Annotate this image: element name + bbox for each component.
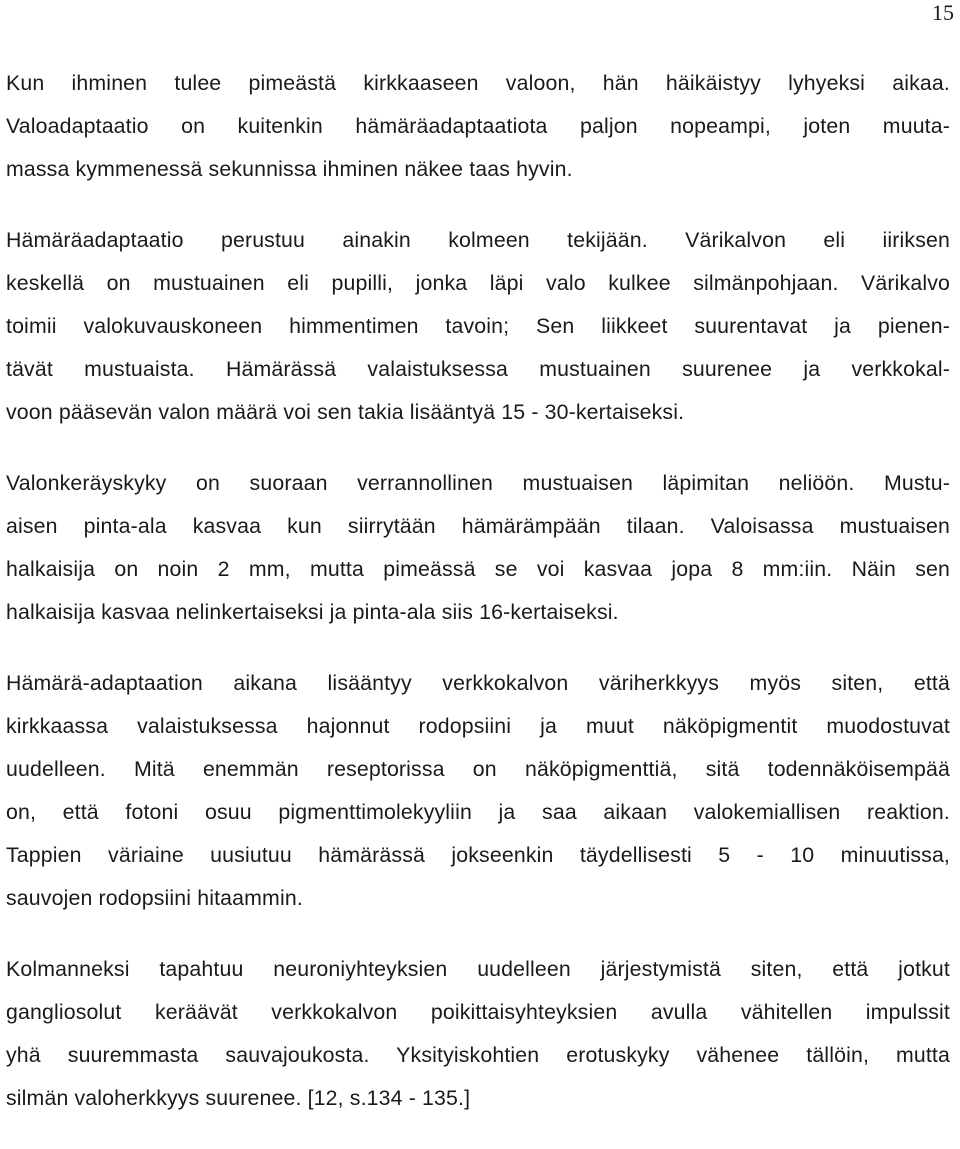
paragraph-light-adaptation xyxy=(6,62,950,191)
text-line: Kun ihminen tulee pimeästä kirkkaaseen valoon, hän häikäistyy lyhyeksi aikaa. xyxy=(6,71,950,95)
text-line: aisen pinta-ala kasvaa kun siirrytään hämärämpään tilaan. Valoisassa mustuaisen xyxy=(6,514,950,538)
text-line: sauvojen rodopsiini hitaammin. xyxy=(6,886,303,910)
paragraph-neuron-connections xyxy=(6,948,950,1120)
text-line: kirkkaassa valaistuksessa hajonnut rodopsiini ja muut näköpigmentit muodostuvat xyxy=(6,714,950,738)
text-line: halkaisija on noin 2 mm, mutta pimeässä se voi kasvaa jopa 8 mm:iin. Näin sen xyxy=(6,557,950,581)
text-line: Valoadaptaatio on kuitenkin hämäräadaptaatiota paljon nopeampi, joten muuta- xyxy=(6,114,950,138)
text-line: uudelleen. Mitä enemmän reseptorissa on näköpigmenttiä, sitä todennäköisempää xyxy=(6,757,950,781)
paragraph-spacer xyxy=(6,634,950,662)
document-body xyxy=(6,62,950,1120)
paragraph-spacer xyxy=(6,434,950,462)
text-line: voon pääsevän valon määrä voi sen takia lisääntyä 15 - 30-kertaiseksi. xyxy=(6,400,685,424)
paragraph-light-gathering xyxy=(6,462,950,634)
paragraph-dark-adaptation-factors xyxy=(6,219,950,434)
text-line: gangliosolut keräävät verkkokalvon poikittaisyhteyksien avulla vähitellen impulssit xyxy=(6,1000,950,1024)
page-number: 15 xyxy=(932,0,954,25)
text-line: silmän valoherkkyys suurenee. [12, s.134 - 135.] xyxy=(6,1086,471,1110)
text-line: tävät mustuaista. Hämärässä valaistuksessa mustuainen suurenee ja verkkokal- xyxy=(6,357,950,381)
text-line: Valonkeräyskyky on suoraan verrannollinen mustuaisen läpimitan neliöön. Mustu- xyxy=(6,471,950,495)
text-line: Tappien väriaine uusiutuu hämärässä jokseenkin täydellisesti 5 - 10 minuutissa, xyxy=(6,843,950,867)
text-line: Hämäräadaptaatio perustuu ainakin kolmeen tekijään. Värikalvon eli iiriksen xyxy=(6,228,950,252)
paragraph-spacer xyxy=(6,920,950,948)
text-line: keskellä on mustuainen eli pupilli, jonka läpi valo kulkee silmänpohjaan. Värikalvo xyxy=(6,271,950,295)
text-line: massa kymmenessä sekunnissa ihminen näkee taas hyvin. xyxy=(6,157,573,181)
text-line: Kolmanneksi tapahtuu neuroniyhteyksien uudelleen järjestymistä siten, että jotkut xyxy=(6,957,950,981)
text-line: on, että fotoni osuu pigmenttimolekyyliin ja saa aikaan valokemiallisen reaktion. xyxy=(6,800,950,824)
text-line: yhä suuremmasta sauvajoukosta. Yksityiskohtien erotuskyky vähenee tällöin, mutta xyxy=(6,1043,950,1067)
paragraph-color-sensitivity xyxy=(6,662,950,920)
text-line: Hämärä-adaptaation aikana lisääntyy verkkokalvon väriherkkyys myös siten, että xyxy=(6,671,950,695)
text-line: halkaisija kasvaa nelinkertaiseksi ja pinta-ala siis 16-kertaiseksi. xyxy=(6,600,619,624)
text-line: toimii valokuvauskoneen himmentimen tavoin; Sen liikkeet suurentavat ja pienen- xyxy=(6,314,950,338)
paragraph-spacer xyxy=(6,191,950,219)
